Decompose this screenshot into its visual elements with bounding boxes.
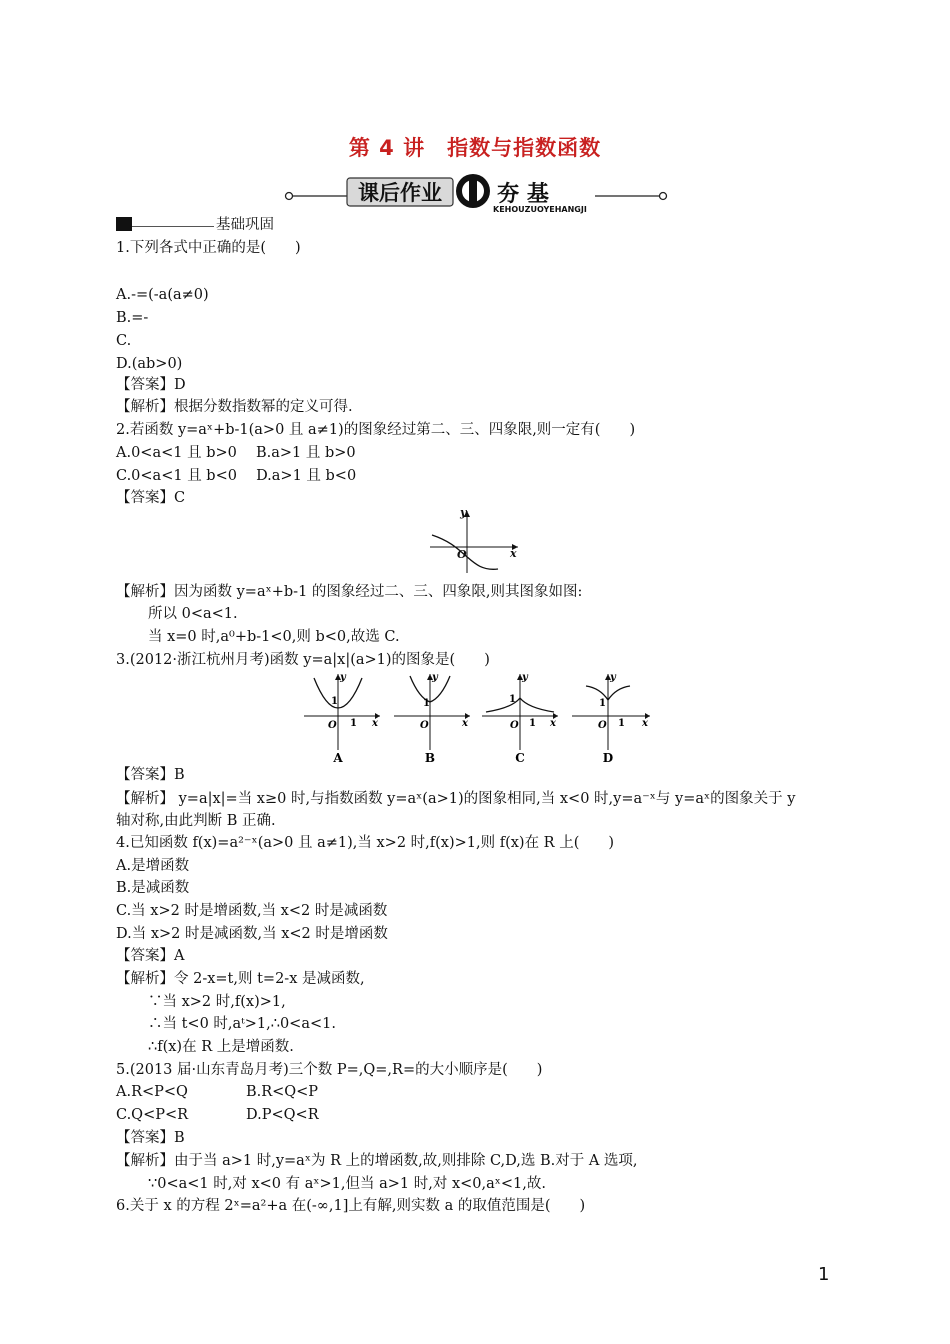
panel-a-y: y: [340, 672, 346, 683]
panel-c-one-y: 1: [509, 694, 516, 705]
panel-b-one-y: 1: [423, 698, 430, 709]
panel-d-y: y: [610, 672, 616, 683]
panel-a-o: O: [328, 720, 337, 731]
option-4b: B.是减函数: [116, 880, 190, 896]
option-4d: D.当 x>2 时是减函数,当 x<2 时是增函数: [116, 926, 388, 942]
banner-text: 课后作业: [358, 181, 442, 205]
page-title: 第 4 讲 指数与指数函数: [348, 136, 602, 160]
panel-a-one-x: 1: [350, 718, 357, 729]
analysis-2-line2: 所以 0<a<1.: [148, 606, 238, 622]
panel-c-y: y: [522, 672, 528, 683]
option-1d: D.(ab>0): [116, 356, 183, 372]
panel-d-one-x: 1: [618, 718, 625, 729]
panel-d-o: O: [598, 720, 607, 731]
analysis-5-line2: ∵0<a<1 时,对 x<0 有 aˣ>1,但当 a>1 时,对 x<0,aˣ<1,故.: [148, 1176, 546, 1192]
answer-3: 【答案】B: [116, 767, 185, 783]
fig1-y-label: y: [460, 506, 467, 519]
option-b-graph: [394, 672, 470, 765]
analysis-5: 【解析】由于当 a>1 时,y=aˣ为 R 上的增函数,故,则排除 C,D,选 B.对于 A 选项,: [116, 1153, 638, 1169]
question-1: 1.下列各式中正确的是( ): [116, 240, 301, 256]
panel-a-x: x: [372, 718, 378, 729]
analysis-2: 【解析】因为函数 y=aˣ+b-1 的图象经过二、三、四象限,则其图象如图:: [116, 584, 583, 600]
option-4c: C.当 x>2 时是增函数,当 x<2 时是减函数: [116, 903, 388, 919]
option-1a: A.-=(-a(a≠0): [116, 287, 209, 303]
question-3: 3.(2012·浙江杭州月考)函数 y=a|x|(a>1)的图象是( ): [116, 652, 490, 668]
panel-b-x: x: [462, 718, 468, 729]
figure-q3-options: [300, 668, 658, 768]
page-number: 1: [818, 1264, 830, 1285]
banner-right-text: 夯 基: [497, 182, 549, 207]
analysis-4-line3: ∴当 t<0 时,aᵗ>1,∴0<a<1.: [148, 1016, 336, 1032]
options-5cd: C.Q<P<R D.P<Q<R: [116, 1107, 319, 1123]
section-label: 基础巩固: [216, 217, 274, 233]
analysis-4: 【解析】令 2-x=t,则 t=2-x 是减函数,: [116, 971, 365, 987]
analysis-1: 【解析】根据分数指数幂的定义可得.: [116, 399, 353, 415]
question-6: 6.关于 x 的方程 2ˣ=a²+a 在(-∞,1]上有解,则实数 a 的取值范围是( ): [116, 1198, 586, 1214]
analysis-3-line2: 轴对称,由此判断 B 正确.: [116, 813, 276, 829]
homework-banner: [283, 170, 669, 214]
option-4a: A.是增函数: [116, 858, 190, 874]
panel-c-o: O: [510, 720, 519, 731]
question-4: 4.已知函数 f(x)=a²⁻ˣ(a>0 且 a≠1),当 x>2 时,f(x)>1,则 f(x)在 R 上( ): [116, 835, 615, 851]
option-1b: B.=-: [116, 310, 149, 326]
panel-c-one-x: 1: [529, 718, 536, 729]
panel-d-label: D: [602, 751, 614, 765]
answer-1: 【答案】D: [116, 377, 186, 393]
panel-d-x: x: [642, 718, 648, 729]
answer-5: 【答案】B: [116, 1130, 185, 1146]
options-2ab: A.0<a<1 且 b>0 B.a>1 且 b>0: [116, 445, 356, 461]
figure-q2-graph: [426, 503, 526, 575]
panel-a-label: A: [333, 751, 343, 765]
panel-b-o: O: [420, 720, 429, 731]
analysis-3: 【解析】 y=a|x|=当 x≥0 时,与指数函数 y=aˣ(a>1)的图象相同,当 x<0 时,y=a⁻ˣ与 y=aˣ的图象关于 y: [116, 791, 796, 807]
question-2: 2.若函数 y=aˣ+b-1(a>0 且 a≠1)的图象经过第二、三、四象限,则一定有( ): [116, 422, 636, 438]
analysis-4-line4: ∴f(x)在 R 上是增函数.: [148, 1039, 294, 1055]
option-c-graph: [482, 672, 558, 765]
panel-c-x: x: [550, 718, 556, 729]
panel-b-y: y: [432, 672, 438, 683]
option-a-graph: [304, 672, 380, 765]
options-2cd: C.0<a<1 且 b<0 D.a>1 且 b<0: [116, 468, 357, 484]
option-1c: C.: [116, 333, 132, 349]
panel-b-label: B: [424, 751, 436, 765]
section-header: [116, 216, 274, 234]
question-5: 5.(2013 届·山东青岛月考)三个数 P=,Q=,R=的大小顺序是( ): [116, 1062, 543, 1078]
panel-d-one-y: 1: [599, 698, 606, 709]
analysis-4-line2: ∵当 x>2 时,f(x)>1,: [148, 994, 286, 1010]
section-marker-icon: [116, 217, 132, 231]
answer-4: 【答案】A: [116, 948, 185, 964]
answer-2: 【答案】C: [116, 490, 186, 506]
fig1-origin-label: O: [457, 548, 467, 561]
panel-c-label: C: [515, 751, 525, 765]
options-5ab: A.R<P<Q B.R<Q<P: [116, 1084, 319, 1100]
banner-pinyin: KEHOUZUOYEHANGJI: [493, 205, 587, 214]
panel-a-one-y: 1: [331, 696, 338, 707]
fig1-x-label: x: [510, 547, 517, 560]
analysis-2-line3: 当 x=0 时,a⁰+b-1<0,则 b<0,故选 C.: [148, 629, 400, 645]
option-d-graph: [572, 672, 650, 765]
